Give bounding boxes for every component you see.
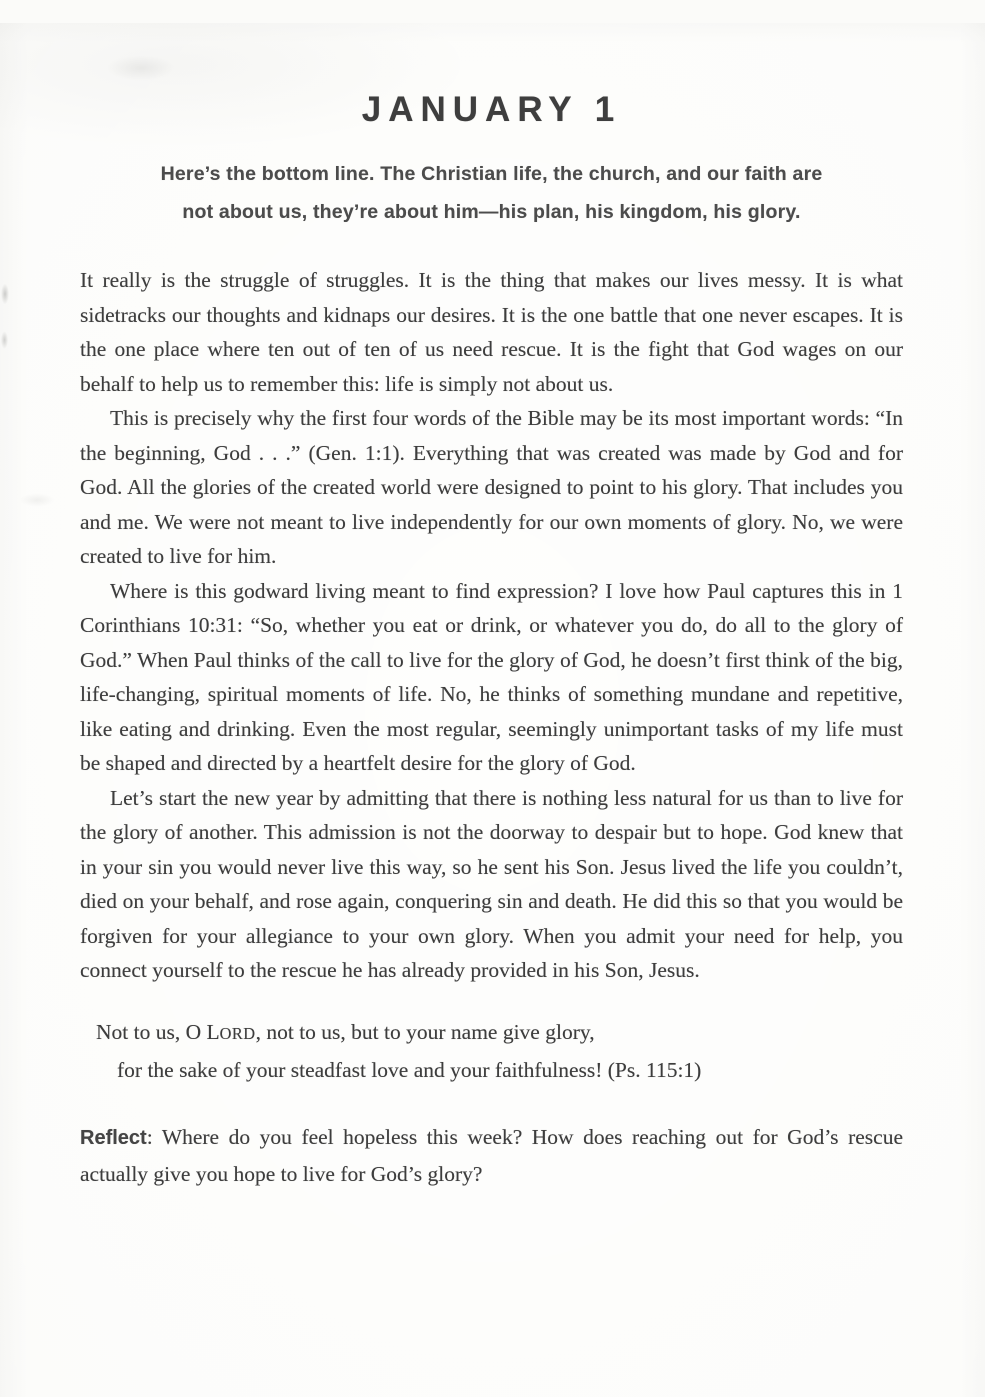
reflect-label: Reflect (80, 1126, 147, 1149)
epigraph-line-2: not about us, they’re about him—his plan, his kingdom, his glory. (182, 201, 801, 224)
quote-text-post: , not to us, but to your name give glory, (255, 1019, 595, 1044)
scan-edge-mark (0, 329, 9, 351)
reflect-section (80, 1119, 903, 1193)
scan-smudge (14, 491, 60, 509)
reflect-question: : Where do you feel hopeless this week? How does reaching out for God’s rescue actually give you hope to live for God’s glory? (80, 1124, 903, 1187)
page-title: JANUARY 1 (361, 90, 622, 130)
epigraph-line-1: Here’s the bottom line. The Christian life, the church, and our faith are (160, 163, 823, 186)
body-paragraph-1: It really is the struggle of struggles. It is the thing that makes our lives messy. It is what sidetracks our thoughts and kidnaps our desires. It is the one battle that one never escapes. It is the one place where ten out of ten of us need rescue. It is the fight that God wages on our behalf to help us to remember this: life is simply not about us. (80, 268, 903, 396)
scan-edge-mark (0, 281, 10, 307)
epigraph (80, 155, 903, 231)
body-paragraph-4: Let’s start the new year by admitting that there is nothing less natural for us than to live for the glory of another. This admission is not the doorway to despair but to hope. God knew that in your sin you would never live this way, so he sent his Son. Jesus lived the life you couldn’t, died on your behalf, and rose again, conquering sin and death. He did this so that you would be forgiven for your allegiance to your own glory. When you admit your need for help, you connect yourself to the rescue he has already provided in his Son, Jesus. (80, 785, 903, 983)
quote-text-pre: Not to us, O L (96, 1019, 220, 1044)
scripture-quote-line-1 (80, 1014, 903, 1052)
body-text (80, 263, 903, 988)
scripture-quote-line-2: for the sake of your steadfast love and your faithfulness! (Ps. 115:1) (117, 1057, 702, 1082)
body-paragraph-3: Where is this godward living meant to find expression? I love how Paul captures this in 1 Corinthians 10:31: “So, whether you eat or drink, or whatever you do, do all to the glory of God.” When Paul thinks of the call to live for the glory of God, he doesn’t first think of the big, life-changing, spiritual moments of life. No, he thinks of something mundane and repetitive, like eating and drinking. Even the most regular, seemingly unimportant tasks of my life must be shaped and directed by a heartfelt desire for the glory of God. (80, 578, 903, 776)
scripture-quote (80, 1014, 903, 1089)
book-page-scan (0, 23, 985, 1397)
body-paragraph-2: This is precisely why the first four words of the Bible may be its most important words: “In the beginning, God . . .” (Gen. 1:1). Everything that was created was made by God and for God. All the glories of the created world were designed to point to his glory. That includes you and me. We were not meant to live independently for our own moments of glory. No, we were created to live for him. (80, 406, 903, 569)
lord-small-caps: ORD (219, 1023, 256, 1043)
